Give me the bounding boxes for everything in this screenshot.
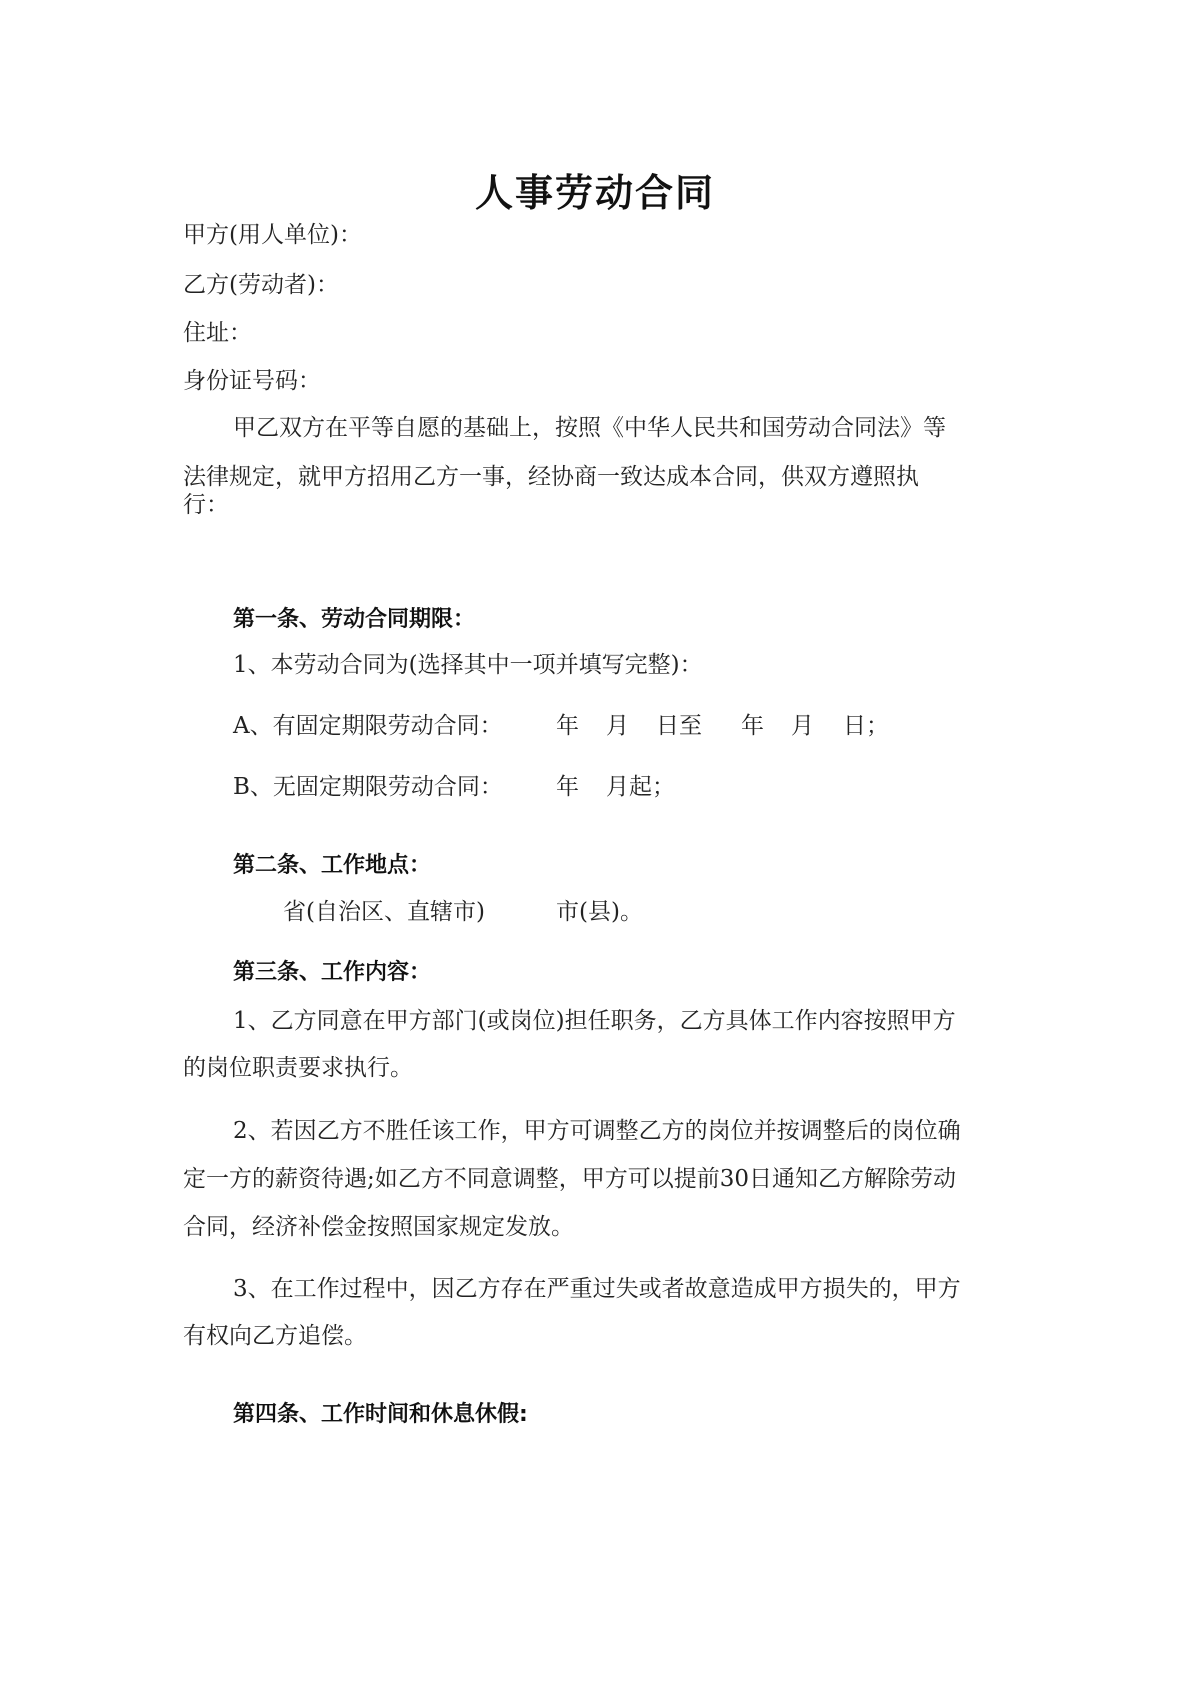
article-2-province: 省(自治区、直辖市) — [283, 899, 485, 925]
article-3-p3-line-1: 3、在工作过程中，因乙方存在严重过失或者故意造成甲方损失的，甲方 — [233, 1276, 961, 1302]
option-a-month-1: 月 — [606, 713, 629, 739]
article-3-p1-line-2: 的岗位职责要求执行。 — [183, 1055, 413, 1081]
option-a-day-end: 日； — [843, 713, 889, 739]
party-b-field: 乙方(劳动者)： — [183, 272, 339, 298]
article-2-city: 市(县)。 — [556, 899, 643, 925]
option-a-year-1: 年 — [556, 713, 579, 739]
article-4-heading: 第四条、工作时间和休息休假: — [233, 1402, 528, 1427]
preamble-line-2: 法律规定，就甲方招用乙方一事，经协商一致达成本合同，供双方遵照执 — [183, 464, 919, 490]
article-1-heading: 第一条、劳动合同期限： — [233, 607, 476, 632]
article-3-p2-line-1: 2、若因乙方不胜任该工作，甲方可调整乙方的岗位并按调整后的岗位确 — [233, 1118, 961, 1144]
option-a-year-2: 年 — [741, 713, 764, 739]
option-b-month-from: 月起； — [606, 774, 675, 800]
article-3-p2-line-3: 合同，经济补偿金按照国家规定发放。 — [183, 1214, 574, 1240]
option-b-year: 年 — [556, 774, 579, 800]
article-3-p3-line-2: 有权向乙方追偿。 — [183, 1323, 367, 1349]
option-a-month-2: 月 — [791, 713, 814, 739]
article-3-p1-line-1: 1、乙方同意在甲方部门(或岗位)担任职务，乙方具体工作内容按照甲方 — [233, 1008, 956, 1034]
article-2-heading: 第二条、工作地点： — [233, 853, 432, 878]
article-1-item-1: 1、本劳动合同为(选择其中一项并填写完整)： — [233, 652, 703, 678]
document-title: 人事劳动合同 — [474, 171, 715, 215]
party-a-field: 甲方(用人单位)： — [183, 222, 362, 248]
article-3-p2-line-2: 定一方的薪资待遇;如乙方不同意调整，甲方可以提前30日通知乙方解除劳动 — [183, 1166, 957, 1192]
preamble-line-3: 行： — [183, 492, 229, 518]
address-field: 住址： — [183, 320, 252, 346]
option-b-label: B、无固定期限劳动合同： — [233, 774, 503, 800]
option-a-label: A、有固定期限劳动合同： — [233, 713, 503, 739]
option-a-day-to: 日至 — [656, 713, 702, 739]
id-number-field: 身份证号码： — [183, 368, 321, 394]
preamble-line-1: 甲乙双方在平等自愿的基础上，按照《中华人民共和国劳动合同法》等 — [233, 415, 946, 441]
article-3-heading: 第三条、工作内容： — [233, 960, 432, 985]
